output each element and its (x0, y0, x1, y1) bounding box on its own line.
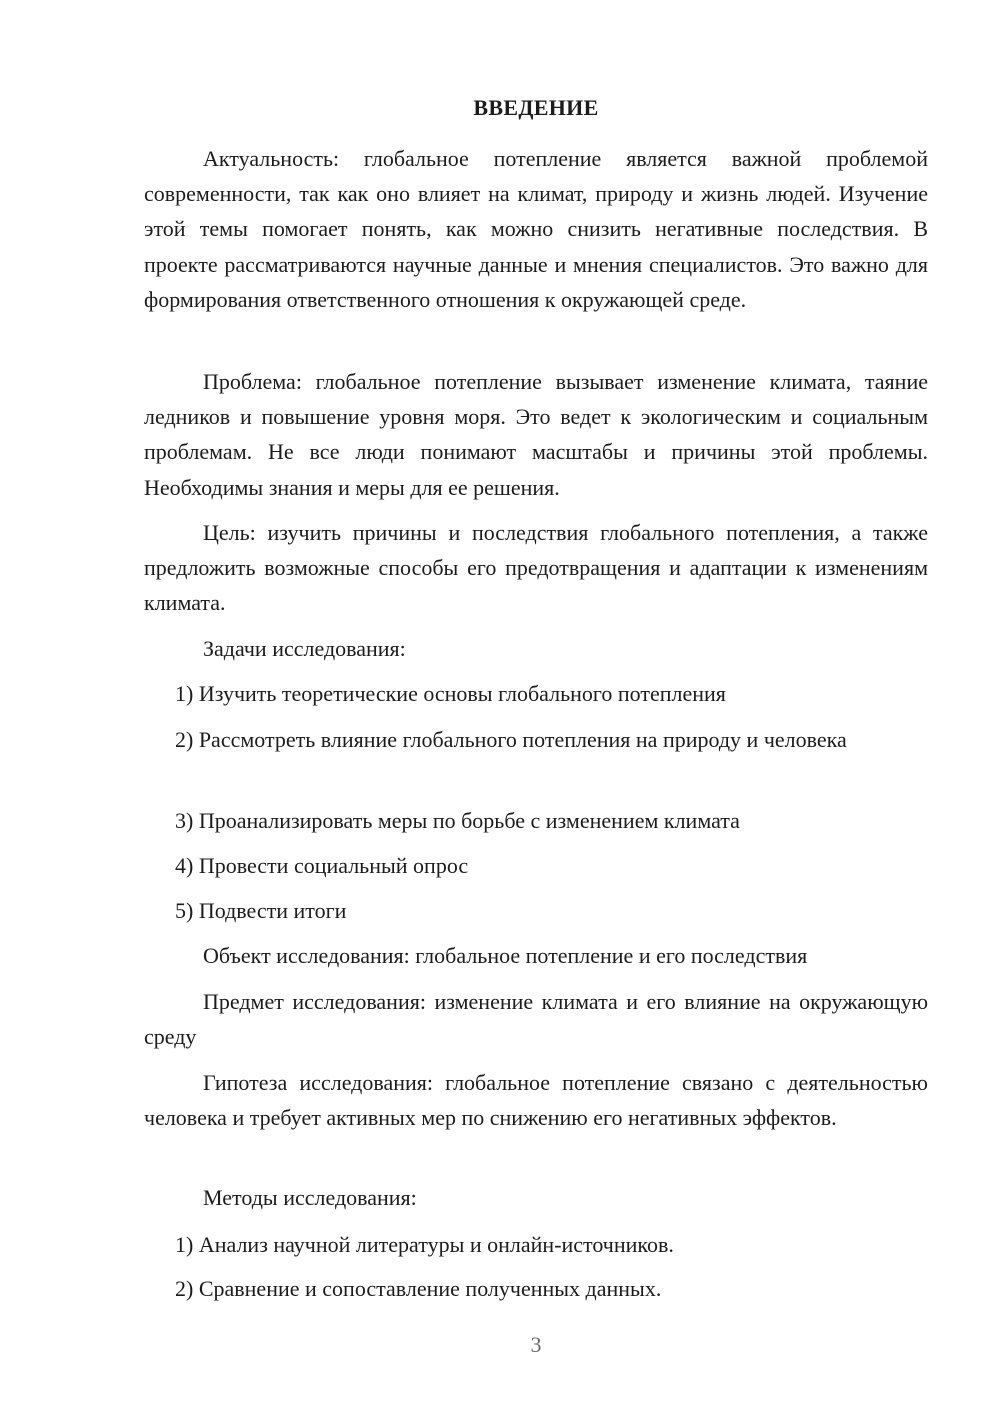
hypothesis-paragraph: Гипотеза исследования: глобальное потепление связано с деятельностью человека и требует активных мер по снижению его негативных эффектов. (144, 1070, 928, 1131)
object-paragraph: Объект исследования: глобальное потепление и его последствия (203, 943, 808, 968)
task-item: 1) Изучить теоретические основы глобального потепления (175, 681, 726, 706)
method-item: 1) Анализ научной литературы и онлайн-источников. (175, 1232, 674, 1257)
methods-heading: Методы исследования: (203, 1185, 417, 1210)
goal-paragraph: Цель: изучить причины и последствия глобального потепления, а также предложить возможные способы его предотвращения и адаптации к изменениям климата. (144, 520, 928, 616)
task-item: 2) Рассмотреть влияние глобального потепления на природу и человека (175, 727, 847, 752)
tasks-heading: Задачи исследования: (203, 636, 406, 661)
subject-paragraph: Предмет исследования: изменение климата и его влияние на окружающую среду (144, 989, 928, 1050)
method-item: 2) Сравнение и сопоставление полученных данных. (175, 1276, 662, 1301)
relevance-paragraph: Актуальность: глобальное потепление является важной проблемой современности, так как оно влияет на климат, природу и жизнь людей. Изучение этой темы помогает понять, как можно снизить негативные последствия. В проекте рассматриваются научные данные и мнения специалистов. Это важно для формирования ответственного отношения к окружающей среде. (144, 146, 928, 312)
task-item: 5) Подвести итоги (175, 898, 347, 923)
problem-paragraph: Проблема: глобальное потепление вызывает изменение климата, таяние ледников и повышение уровня моря. Это ведет к экологическим и социальным проблемам. Не все люди понимают масштабы и причины этой проблемы. Необходимы знания и меры для ее решения. (144, 369, 928, 500)
page-title: ВВЕДЕНИЕ (473, 95, 599, 120)
task-item: 4) Провести социальный опрос (175, 853, 469, 878)
page-number: 3 (530, 1332, 542, 1357)
task-item: 3) Проанализировать меры по борьбе с изменением климата (175, 808, 740, 833)
